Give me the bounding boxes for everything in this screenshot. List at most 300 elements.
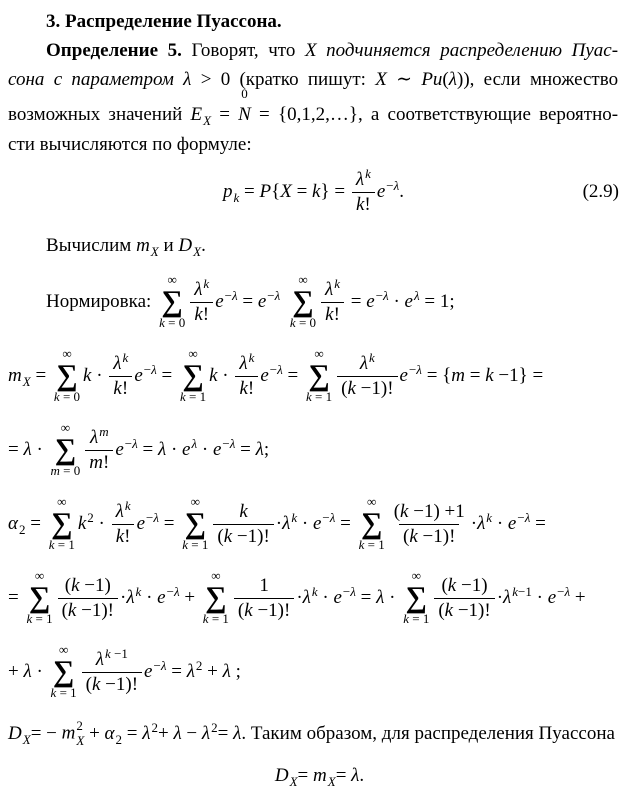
text-run: ∞ (60, 419, 71, 435)
text-run: −λ (342, 583, 356, 599)
text-run: ∞ (188, 345, 198, 361)
text-run: k−1 (512, 583, 532, 599)
text-run (291, 510, 297, 525)
math-var: α (104, 722, 115, 744)
text-run (238, 104, 251, 125)
math-subscript-group (223, 178, 239, 207)
math-var: λ (153, 509, 160, 525)
text-run: k = 1 (306, 389, 333, 405)
math-var: k (159, 315, 165, 331)
text-run: + (157, 722, 169, 744)
math-subsup-group (62, 719, 85, 749)
text-run: −λ (322, 509, 336, 525)
math-var: λ (329, 509, 336, 525)
math-sum (359, 495, 385, 553)
text-run: · (296, 586, 303, 608)
math-var: k (233, 189, 240, 205)
equation-right-spacer (404, 178, 631, 207)
math-var: λ (229, 435, 236, 451)
math-var: D (8, 722, 22, 744)
sum-lower-limit (403, 612, 429, 627)
alpha2-derivation-line-1 (8, 491, 631, 557)
math-var: k (209, 364, 218, 386)
text-run: = (8, 586, 19, 608)
text-run: 0 (241, 86, 248, 101)
math-var: e (215, 290, 224, 312)
math-superscript-group (134, 362, 156, 391)
text-run: и (163, 235, 174, 256)
text-run: · (496, 586, 504, 608)
text-run (334, 276, 340, 291)
math-var: e (366, 290, 375, 312)
text-run: m! (89, 451, 110, 473)
superscript (409, 362, 422, 377)
math-var: m (8, 364, 22, 386)
math-fraction (390, 501, 469, 548)
text-run (313, 765, 327, 786)
math-var: k (400, 500, 409, 522)
superscript (105, 646, 128, 661)
text-run: . Таким образом, для распределения Пуассона (241, 722, 615, 744)
text-run: = (535, 512, 546, 534)
superscript (196, 658, 203, 673)
math-var: λ (222, 660, 231, 682)
math-superscript-group (282, 510, 297, 539)
math-var: k (202, 611, 209, 627)
math-var: λ (173, 583, 180, 599)
text-run: = (217, 722, 229, 744)
fraction-denominator (235, 376, 258, 400)
math-var: k (355, 193, 365, 215)
superscript (369, 350, 375, 365)
math-var: k (291, 509, 298, 525)
math-fraction (85, 423, 113, 474)
math-sum (290, 273, 316, 331)
superscript (365, 166, 371, 181)
superscript (486, 510, 492, 525)
math-subscript-group (8, 362, 31, 391)
subscript (76, 734, 84, 749)
math-var: X (150, 244, 159, 259)
text-run: · (170, 438, 178, 460)
math-var: k (409, 525, 418, 547)
text-run (312, 178, 320, 207)
math-superscript-group (202, 720, 218, 749)
text-run: k! (115, 525, 131, 547)
text-run: k = 0 (289, 315, 317, 331)
math-superscript-group (303, 584, 318, 613)
sigma-icon: ∑ (54, 432, 77, 466)
math-var: k (71, 574, 80, 596)
math-var: λ (524, 509, 531, 525)
math-var: k (358, 537, 365, 553)
sigma-icon: ∑ (405, 580, 427, 614)
script-stack (76, 719, 84, 749)
math-superscript-group (137, 510, 159, 539)
text-run: = (171, 660, 182, 682)
math-sum (49, 495, 75, 553)
text-run (548, 587, 556, 608)
math-var: k (325, 303, 334, 325)
sum-lower-limit (306, 390, 332, 405)
sum-lower-limit (290, 316, 316, 331)
text-run: k = 0 (159, 315, 186, 331)
fraction-denominator (85, 450, 113, 474)
superscript (167, 584, 180, 599)
math-var: λ (282, 512, 291, 534)
math-var: k (194, 303, 203, 325)
sum-lower-limit (26, 612, 52, 627)
math-var: k (365, 165, 371, 181)
math-var: X (76, 733, 85, 748)
math-var: k (312, 180, 321, 202)
math-superscript-group (182, 436, 197, 465)
fraction-denominator (234, 598, 294, 622)
math-var: k (53, 389, 60, 405)
text-run: −λ (408, 361, 422, 377)
text-run (223, 181, 233, 202)
math-var: λ (89, 426, 99, 448)
subscript (328, 774, 336, 789)
text-run: . (359, 764, 365, 786)
text-run: · (322, 586, 329, 608)
text-run (377, 181, 385, 202)
math-var: λ (302, 586, 311, 608)
text-run (282, 513, 290, 534)
section-heading (8, 8, 618, 36)
superscript (87, 510, 94, 525)
fraction-numerator (86, 423, 113, 450)
text-run: 2 (211, 719, 218, 735)
superscript (203, 276, 209, 291)
superscript (343, 584, 356, 599)
math-var: λ (239, 352, 248, 374)
text-run: (кратко пишут: (239, 69, 366, 90)
math-var: X (22, 731, 31, 747)
math-var: e (212, 438, 222, 460)
text-run (134, 365, 142, 386)
conclusion-line (8, 761, 631, 791)
math-var: k (124, 497, 131, 513)
text-run (99, 424, 108, 439)
text-run (96, 649, 104, 670)
subscript (23, 732, 31, 747)
math-superscript-group (400, 362, 422, 391)
text-run: = 1; (424, 290, 455, 312)
text-run (83, 362, 91, 391)
text-run: ∞ (167, 271, 177, 287)
text-run (202, 723, 210, 744)
math-var: e (376, 180, 386, 202)
text-run (144, 661, 152, 682)
text-run (142, 723, 150, 744)
text-run: k = 1 (48, 537, 75, 553)
subscript (203, 113, 211, 128)
text-run: −λ (375, 287, 389, 303)
text-run (136, 584, 142, 599)
math-sum (306, 347, 332, 405)
math-var: e (333, 586, 342, 608)
text-run: (k −1)! (237, 599, 291, 621)
text-run: 2 (151, 719, 158, 735)
superscript (270, 362, 283, 377)
equation-2-9-body (222, 165, 405, 216)
sigma-icon: ∑ (184, 506, 206, 540)
text-run (449, 69, 457, 90)
math-var: λ (157, 438, 167, 460)
math-sum (203, 569, 229, 627)
superscript (414, 288, 420, 303)
fraction-numerator (61, 575, 115, 598)
math-var: λ (277, 361, 283, 377)
fraction-denominator (82, 672, 142, 696)
math-var: k (347, 377, 356, 399)
text-run: m = 0 (50, 463, 81, 479)
text-run: = (161, 364, 173, 386)
text-run: = (360, 586, 372, 608)
text-run (151, 244, 159, 259)
text-run (400, 365, 408, 386)
math-sum (182, 495, 208, 553)
math-var: X (375, 69, 387, 90)
math-var: P (421, 69, 433, 90)
text-run (405, 291, 413, 312)
text-run (182, 439, 190, 460)
math-superscript-group (215, 288, 237, 317)
text-run (303, 587, 311, 608)
text-run: (k −1)! (61, 599, 114, 621)
math-superscript-group (355, 165, 371, 190)
text-run (193, 244, 201, 259)
compute-intro-line (8, 231, 618, 261)
math-var: e (399, 364, 408, 386)
superscript (153, 658, 166, 673)
math-var: N (238, 104, 251, 125)
fraction-denominator (337, 376, 397, 400)
math-var: λ (274, 287, 281, 303)
math-var: λ (132, 435, 138, 451)
sigma-icon: ∑ (161, 284, 183, 318)
text-run: + (89, 722, 100, 744)
text-run: −λ (267, 287, 281, 303)
text-run: Нормировка: (46, 290, 152, 312)
superscript (517, 510, 530, 525)
text-run (23, 374, 31, 389)
text-run: = (219, 104, 230, 125)
math-var: k (311, 583, 318, 599)
math-sum (180, 347, 206, 405)
math-var: k (334, 275, 341, 291)
math-superscript-group (258, 288, 280, 317)
text-run: k = 1 (50, 685, 77, 701)
text-run: ( (442, 69, 449, 90)
text-run: + (574, 586, 586, 608)
text-run: · (98, 512, 105, 534)
text-run: 2 (195, 657, 203, 673)
text-run (369, 350, 375, 365)
math-var: λ (233, 722, 242, 744)
text-run: = (426, 364, 438, 386)
math-var: k (113, 377, 122, 399)
math-var: e (257, 290, 267, 312)
superscript (151, 720, 158, 735)
text-run (239, 501, 247, 522)
math-var: λ (151, 361, 157, 377)
sigma-icon: ∑ (308, 358, 330, 392)
fraction-denominator (109, 376, 132, 400)
text-run (486, 510, 492, 525)
math-superscript-group (508, 510, 530, 539)
alpha2-derivation-line-2 (8, 565, 631, 631)
text-run (203, 113, 211, 128)
math-var: k (203, 275, 210, 291)
math-var: k (67, 599, 77, 621)
text-run: (k −1)! (85, 673, 139, 695)
math-var: e (115, 438, 124, 460)
superscript (512, 584, 532, 599)
math-var: λ (201, 722, 211, 744)
sigma-icon: ∑ (51, 506, 73, 540)
math-var: e (260, 364, 269, 386)
text-run (8, 513, 18, 534)
math-var: k (223, 525, 233, 547)
text-run: . (201, 235, 206, 256)
math-superscript-group (260, 362, 282, 391)
text-run (258, 291, 266, 312)
math-var: p (222, 180, 233, 202)
superscript (334, 276, 340, 291)
sum-lower-limit (359, 538, 385, 553)
text-run (360, 353, 368, 374)
math-var: m (50, 463, 60, 479)
superscript (146, 510, 159, 525)
math-var: λ (448, 69, 457, 90)
text-run: −λ (166, 583, 180, 599)
text-run: X подчиняется распределению Пуас- (304, 40, 619, 61)
superscript (322, 510, 335, 525)
text-run: · (36, 660, 43, 682)
math-var: k (77, 512, 87, 534)
fraction-denominator (321, 302, 344, 326)
text-run (113, 353, 121, 374)
math-var: λ (95, 648, 105, 670)
math-superscript-group (477, 510, 492, 539)
text-run (62, 722, 76, 743)
mean-derivation-line-2 (8, 417, 631, 483)
text-run: = (163, 512, 175, 534)
math-superscript-group (157, 584, 179, 613)
math-var: λ (413, 287, 420, 303)
alpha2-derivation-line-3 (8, 639, 631, 705)
text-run: k = 1 (202, 611, 229, 627)
text-run: (k −1)! (217, 525, 270, 547)
math-var: k (105, 645, 111, 661)
text-run (126, 587, 134, 608)
math-var: k (122, 349, 129, 365)
sum-lower-limit (54, 390, 80, 405)
text-run: −λ (224, 287, 238, 303)
text-run: ∼ (396, 69, 413, 90)
text-run: ∞ (58, 641, 69, 657)
text-run (23, 436, 31, 465)
math-var: e (404, 290, 413, 312)
math-var: λ (160, 657, 167, 673)
math-superscript-group (78, 510, 94, 539)
sigma-icon: ∑ (205, 580, 227, 614)
math-var: λ (115, 500, 124, 522)
math-superscript-group (377, 178, 399, 207)
text-run: = (126, 722, 138, 744)
text-run: · (536, 586, 543, 608)
math-var: λ (23, 438, 32, 460)
text-run: k! (355, 193, 371, 215)
fraction-numerator (356, 349, 379, 376)
math-superscript-group (142, 720, 158, 749)
overscript-value (241, 87, 248, 100)
text-run: · (301, 512, 309, 534)
math-var: k (135, 583, 142, 599)
text-run (116, 501, 124, 522)
text-run: k = 1 (182, 537, 209, 553)
text-run: = (142, 438, 154, 460)
text-run (8, 723, 22, 744)
math-var: k (306, 389, 312, 405)
math-var: e (157, 586, 166, 608)
math-var: k (369, 349, 375, 365)
text-run (508, 513, 516, 534)
sum-lower-limit (51, 464, 81, 479)
fraction-numerator (437, 575, 491, 598)
math-var: X (280, 180, 292, 202)
text-run: −λ (146, 509, 160, 525)
math-fraction (321, 275, 344, 326)
text-run: = (296, 180, 308, 202)
text-run: ; (235, 660, 241, 682)
text-run (125, 498, 131, 513)
math-var: k (289, 315, 296, 331)
text-run (414, 288, 420, 303)
math-var: λ (393, 177, 400, 193)
text-run: · (36, 438, 43, 460)
text-run: ∞ (367, 493, 377, 509)
text-run (313, 513, 321, 534)
math-var: λ (186, 660, 195, 682)
text-run: сти вычисляются по формуле: (8, 134, 252, 155)
superscript (386, 178, 399, 193)
math-superscript-group (548, 584, 570, 613)
fraction-numerator (112, 497, 135, 524)
math-subscript-group (190, 104, 212, 128)
fraction-denominator (434, 598, 494, 622)
fraction-numerator (235, 501, 251, 524)
text-run: −λ (386, 177, 400, 193)
math-var: λ (191, 435, 198, 451)
math-var: λ (231, 287, 238, 303)
text-run (325, 279, 333, 300)
text-run (249, 350, 255, 365)
text-run (275, 765, 289, 786)
math-var: m (61, 722, 76, 744)
math-var: m (89, 451, 103, 473)
math-var: α (8, 512, 18, 534)
math-sum (26, 569, 52, 627)
text-run (365, 166, 371, 181)
math-superscript-group (113, 349, 129, 374)
text-run: 2 (87, 509, 94, 525)
text-run: −λ (153, 657, 167, 673)
sigma-icon: ∑ (52, 654, 75, 688)
math-superscript-group (115, 436, 137, 465)
